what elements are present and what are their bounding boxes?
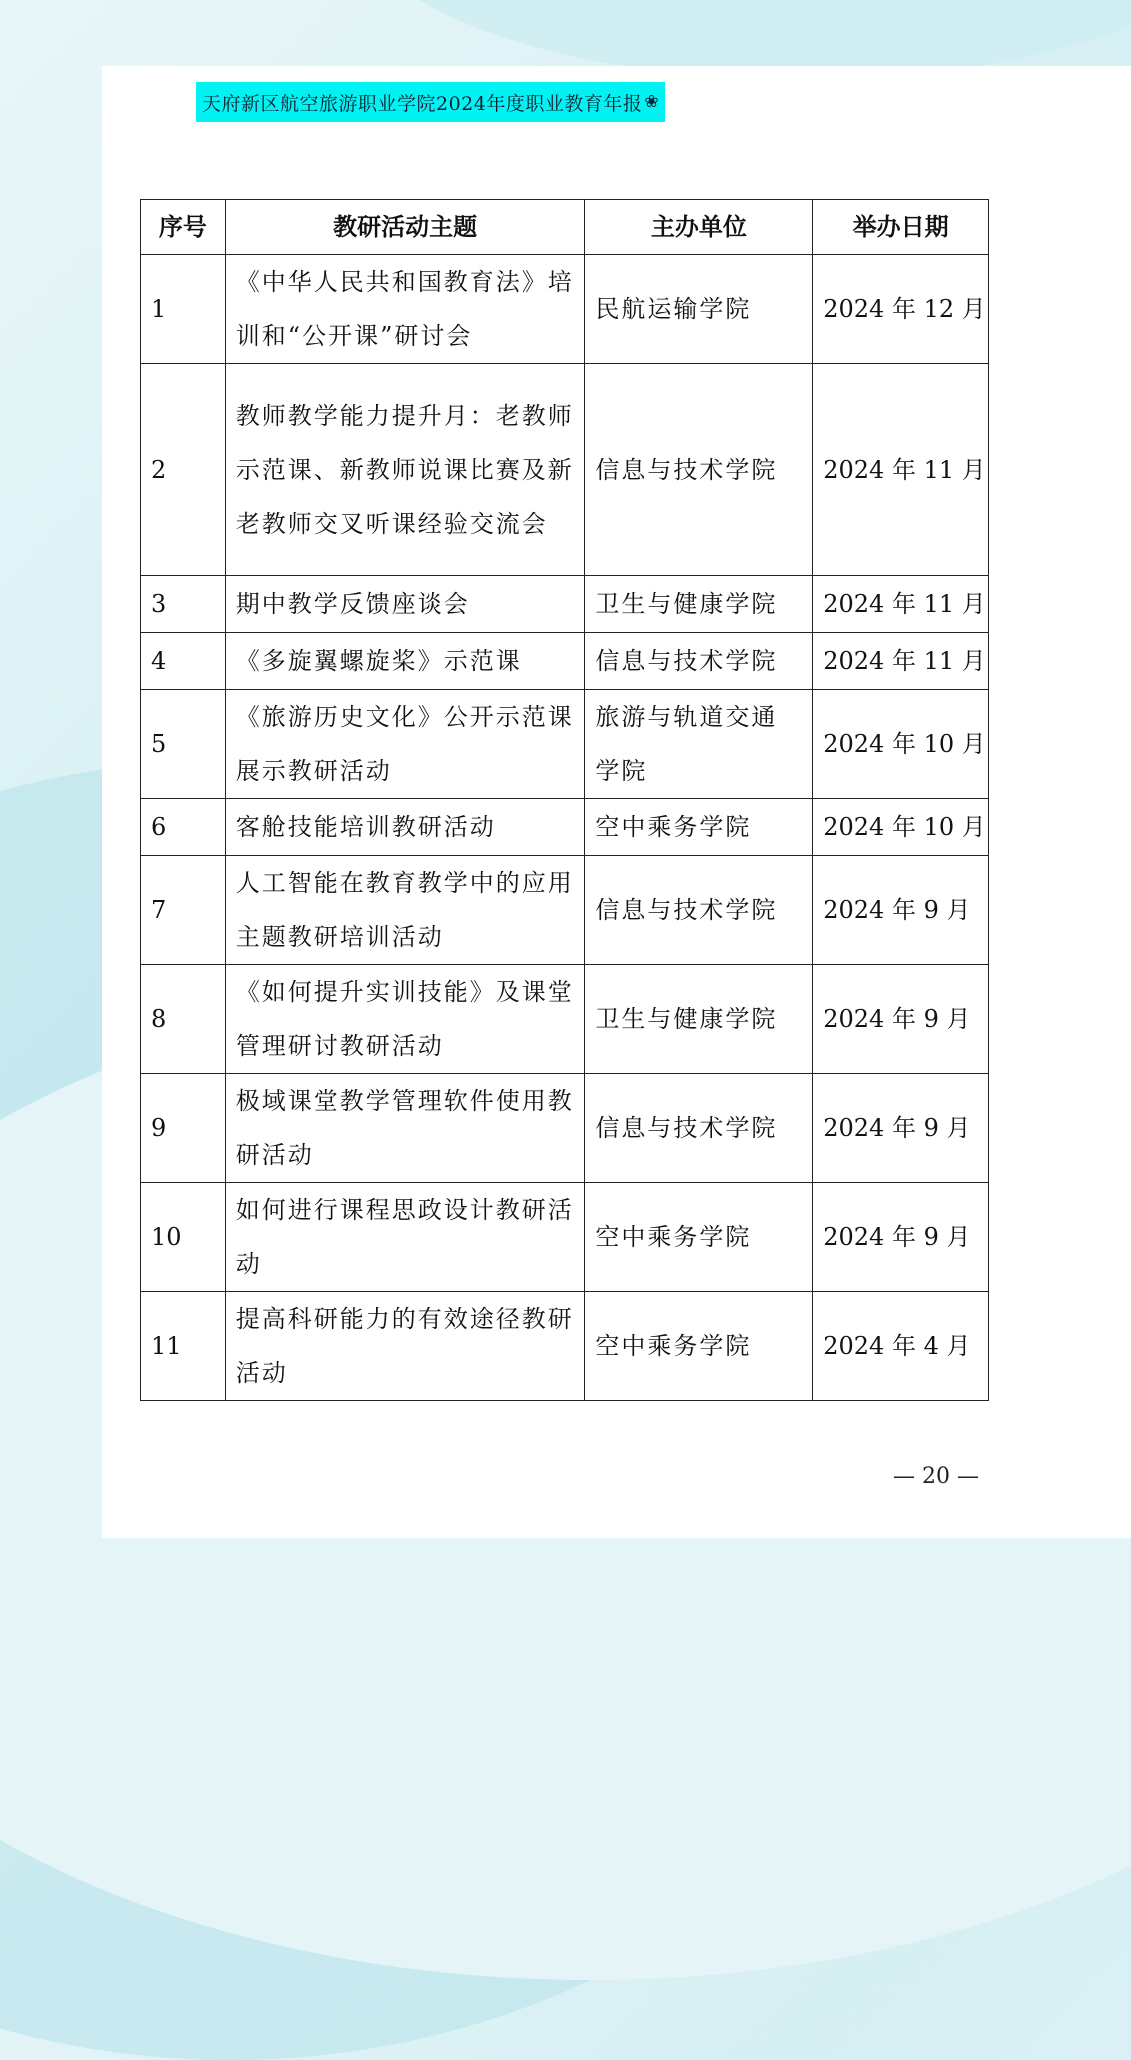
table-row — [141, 1183, 989, 1292]
row-organizer: 卫生与健康学院 — [585, 965, 813, 1074]
table-row — [141, 965, 989, 1074]
table-row — [141, 1292, 989, 1401]
row-date: 2024 年 10 月 — [813, 799, 989, 856]
row-date: 2024 年 10 月 — [813, 690, 989, 799]
row-date: 2024 年 9 月 — [813, 1074, 989, 1183]
row-topic: 极域课堂教学管理软件使用教研活动 — [225, 1074, 585, 1183]
row-topic: 《中华人民共和国教育法》培训和“公开课”研讨会 — [225, 255, 585, 364]
row-date: 2024 年 9 月 — [813, 856, 989, 965]
row-number: 5 — [141, 690, 226, 799]
research-activities-table — [140, 199, 989, 1401]
row-number: 4 — [141, 633, 226, 690]
row-organizer: 信息与技术学院 — [585, 364, 813, 576]
row-number: 2 — [141, 364, 226, 576]
row-topic: 如何进行课程思政设计教研活动 — [225, 1183, 585, 1292]
row-organizer: 卫生与健康学院 — [585, 576, 813, 633]
column-header-number: 序号 — [141, 200, 226, 255]
row-organizer: 旅游与轨道交通学院 — [585, 690, 813, 799]
table-row — [141, 633, 989, 690]
report-header-title: 天府新区航空旅游职业学院2024年度职业教育年报 — [202, 92, 643, 115]
page-number: — 20 — — [893, 1464, 979, 1489]
row-topic: 期中教学反馈座谈会 — [225, 576, 585, 633]
table-row — [141, 364, 989, 576]
row-topic: 《多旋翼螺旋桨》示范课 — [225, 633, 585, 690]
row-number: 3 — [141, 576, 226, 633]
row-organizer: 信息与技术学院 — [585, 1074, 813, 1183]
row-topic: 《旅游历史文化》公开示范课展示教研活动 — [225, 690, 585, 799]
row-date: 2024 年 9 月 — [813, 965, 989, 1074]
row-organizer: 信息与技术学院 — [585, 856, 813, 965]
row-topic: 人工智能在教育教学中的应用主题教研培训活动 — [225, 856, 585, 965]
row-organizer: 空中乘务学院 — [585, 799, 813, 856]
report-header — [196, 82, 665, 122]
row-date: 2024 年 11 月 — [813, 364, 989, 576]
row-date: 2024 年 4 月 — [813, 1292, 989, 1401]
row-topic: 提高科研能力的有效途径教研活动 — [225, 1292, 585, 1401]
row-number: 11 — [141, 1292, 226, 1401]
table-row — [141, 576, 989, 633]
table-row — [141, 690, 989, 799]
row-number: 7 — [141, 856, 226, 965]
row-date: 2024 年 9 月 — [813, 1183, 989, 1292]
table-header-row — [141, 200, 989, 255]
table-row — [141, 799, 989, 856]
row-organizer: 空中乘务学院 — [585, 1183, 813, 1292]
column-header-topic: 教研活动主题 — [225, 200, 585, 255]
row-organizer: 民航运输学院 — [585, 255, 813, 364]
table-row — [141, 856, 989, 965]
row-organizer: 信息与技术学院 — [585, 633, 813, 690]
row-topic: 教师教学能力提升月：老教师示范课、新教师说课比赛及新老教师交叉听课经验交流会 — [225, 364, 585, 576]
row-topic: 《如何提升实训技能》及课堂管理研讨教研活动 — [225, 965, 585, 1074]
column-header-organizer: 主办单位 — [585, 200, 813, 255]
row-number: 10 — [141, 1183, 226, 1292]
row-date: 2024 年 12 月 — [813, 255, 989, 364]
table-row — [141, 1074, 989, 1183]
row-number: 6 — [141, 799, 226, 856]
row-organizer: 空中乘务学院 — [585, 1292, 813, 1401]
column-header-date: 举办日期 — [813, 200, 989, 255]
row-topic: 客舱技能培训教研活动 — [225, 799, 585, 856]
table-row — [141, 255, 989, 364]
row-number: 8 — [141, 965, 226, 1074]
row-date: 2024 年 11 月 — [813, 633, 989, 690]
row-number: 1 — [141, 255, 226, 364]
flower-icon: ❀ — [644, 92, 660, 112]
row-date: 2024 年 11 月 — [813, 576, 989, 633]
row-number: 9 — [141, 1074, 226, 1183]
